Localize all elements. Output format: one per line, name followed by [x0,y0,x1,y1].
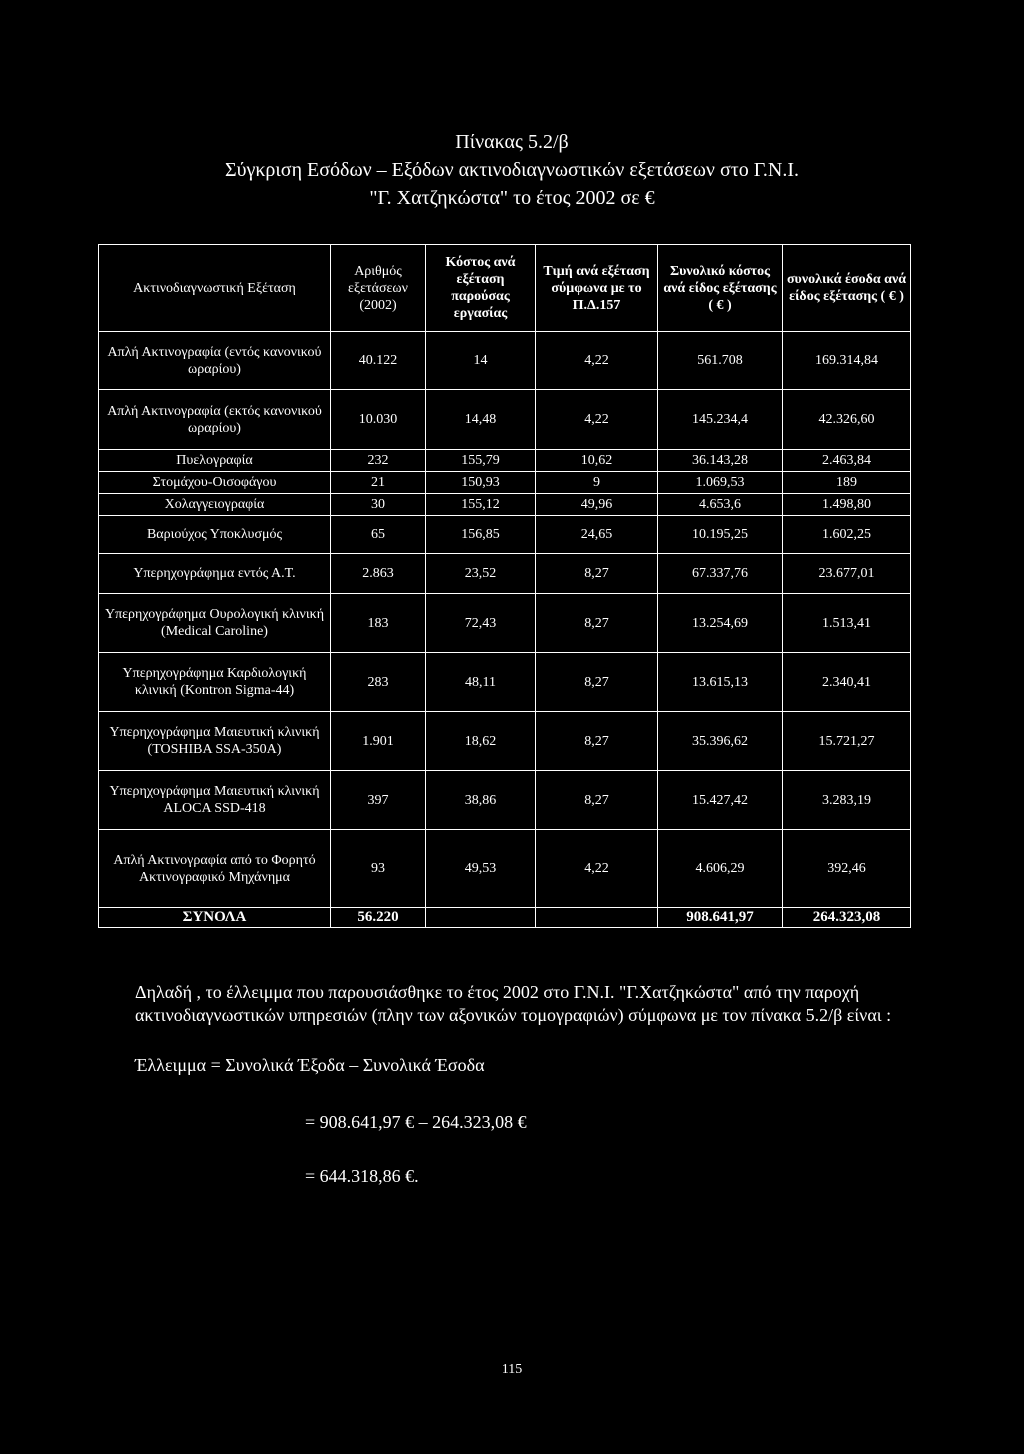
cell-total-cost: 1.069,53 [658,472,783,494]
table-row [99,830,911,908]
cell-count: 397 [331,771,426,830]
total-count: 56.220 [331,908,426,928]
header-total-revenue: συνολικά έσοδα ανά είδος εξέτασης ( € ) [783,245,911,332]
cell-count: 65 [331,516,426,554]
table-row [99,472,911,494]
cell-cost: 48,11 [426,653,536,712]
cell-cost: 18,62 [426,712,536,771]
cell-total-revenue: 1.602,25 [783,516,911,554]
total-price-per-exam [536,908,658,928]
total-row [99,908,911,928]
cell-price: 49,96 [536,494,658,516]
deficit-formula: Έλλειμμα = Συνολικά Έξοδα – Συνολικά Έσοδα [135,1055,485,1075]
page-number: 115 [501,1362,523,1377]
cell-exam: Απλή Ακτινογραφία (εντός κανονικού ωραρίου) [99,332,331,390]
cell-total-cost: 13.615,13 [658,653,783,712]
cell-count: 30 [331,494,426,516]
header-count: Αριθμός εξετάσεων (2002) [331,245,426,332]
cell-total-revenue: 2.463,84 [783,450,911,472]
cell-count: 183 [331,594,426,653]
total-label: ΣΥΝΟΛΑ [99,908,331,928]
cell-cost: 155,79 [426,450,536,472]
cell-price: 8,27 [536,554,658,594]
cell-price: 4,22 [536,390,658,450]
cell-total-cost: 561.708 [658,332,783,390]
cell-total-revenue: 169.314,84 [783,332,911,390]
cell-price: 8,27 [536,594,658,653]
cell-total-cost: 67.337,76 [658,554,783,594]
table-row [99,554,911,594]
cell-total-revenue: 392,46 [783,830,911,908]
deficit-calculation: = 908.641,97 € – 264.323,08 € [305,1112,527,1132]
table-row [99,653,911,712]
cell-cost: 14,48 [426,390,536,450]
table-row [99,516,911,554]
table-row [99,332,911,390]
cell-total-revenue: 3.283,19 [783,771,911,830]
header-exam: Ακτινοδιαγνωστική Εξέταση [99,245,331,332]
table-caption-line-2: "Γ. Χατζηκώστα" το έτος 2002 σε € [369,187,655,209]
deficit-paragraph: Δηλαδή , το έλλειμμα που παρουσιάσθηκε το έτος 2002 στο Γ.Ν.Ι. "Γ.Χατζηκώστα" από την παροχή ακτινοδιαγνωστικών υπηρεσιών (πλην των αξονικών τομογραφιών) σύμφωνα με τον πίνακα 5.2/β είναι : [135,982,892,1025]
table-row [99,494,911,516]
table-caption-number: Πίνακας 5.2/β [455,131,569,153]
cell-total-cost: 4.606,29 [658,830,783,908]
header-cost-per-exam: Κόστος ανά εξέταση παρούσας εργασίας [426,245,536,332]
cell-price: 8,27 [536,653,658,712]
cell-exam: Πυελογραφία [99,450,331,472]
total-revenue: 264.323,08 [783,908,911,928]
cell-count: 232 [331,450,426,472]
cell-exam: Υπερηχογράφημα Ουρολογική κλινική (Medical Caroline) [99,594,331,653]
cell-total-cost: 36.143,28 [658,450,783,472]
table-row [99,771,911,830]
cell-total-revenue: 189 [783,472,911,494]
cell-total-cost: 10.195,25 [658,516,783,554]
cell-count: 21 [331,472,426,494]
cell-total-cost: 145.234,4 [658,390,783,450]
cell-total-cost: 13.254,69 [658,594,783,653]
cell-exam: Χολαγγειογραφία [99,494,331,516]
cell-total-cost: 15.427,42 [658,771,783,830]
cell-exam: Υπερηχογράφημα Μαιευτική κλινική (TOSHIBA SSA-350A) [99,712,331,771]
comparison-table [98,244,911,928]
cell-cost: 14 [426,332,536,390]
cell-exam: Υπερηχογράφημα εντός Α.Τ. [99,554,331,594]
cell-cost: 23,52 [426,554,536,594]
cell-count: 40.122 [331,332,426,390]
cell-exam: Στομάχου-Οισοφάγου [99,472,331,494]
cell-total-revenue: 2.340,41 [783,653,911,712]
total-cost: 908.641,97 [658,908,783,928]
cell-count: 1.901 [331,712,426,771]
cell-cost: 49,53 [426,830,536,908]
cell-price: 8,27 [536,771,658,830]
cell-price: 8,27 [536,712,658,771]
cell-exam: Απλή Ακτινογραφία (εκτός κανονικού ωραρίου) [99,390,331,450]
cell-price: 4,22 [536,830,658,908]
cell-total-revenue: 42.326,60 [783,390,911,450]
table-caption-line-1: Σύγκριση Εσόδων – Εξόδων ακτινοδιαγνωστικών εξετάσεων στο Γ.Ν.Ι. [224,159,800,181]
cell-cost: 156,85 [426,516,536,554]
cell-total-revenue: 1.498,80 [783,494,911,516]
cell-price: 24,65 [536,516,658,554]
cell-total-revenue: 15.721,27 [783,712,911,771]
table-row [99,712,911,771]
cell-count: 2.863 [331,554,426,594]
table-row [99,390,911,450]
cell-total-cost: 35.396,62 [658,712,783,771]
cell-cost: 155,12 [426,494,536,516]
deficit-result: = 644.318,86 €. [305,1166,419,1186]
cell-exam: Βαριούχος Υποκλυσμός [99,516,331,554]
cell-total-revenue: 23.677,01 [783,554,911,594]
cell-count: 93 [331,830,426,908]
cell-count: 283 [331,653,426,712]
header-row [99,245,911,332]
header-total-cost: Συνολικό κόστος ανά είδος εξέτασης ( € ) [658,245,783,332]
cell-price: 9 [536,472,658,494]
table-row [99,594,911,653]
cell-total-revenue: 1.513,41 [783,594,911,653]
cell-exam: Απλή Ακτινογραφία από το Φορητό Ακτινογραφικό Μηχάνημα [99,830,331,908]
cell-cost: 38,86 [426,771,536,830]
cell-exam: Υπερηχογράφημα Μαιευτική κλινική ALOCA SSD-418 [99,771,331,830]
header-price-per-exam: Τιμή ανά εξέταση σύμφωνα με το Π.Δ.157 [536,245,658,332]
cell-price: 4,22 [536,332,658,390]
cell-exam: Υπερηχογράφημα Καρδιολογική κλινική (Kontron Sigma-44) [99,653,331,712]
cell-cost: 72,43 [426,594,536,653]
cell-cost: 150,93 [426,472,536,494]
cell-price: 10,62 [536,450,658,472]
cell-count: 10.030 [331,390,426,450]
cell-total-cost: 4.653,6 [658,494,783,516]
table-row [99,450,911,472]
total-cost-per-exam [426,908,536,928]
